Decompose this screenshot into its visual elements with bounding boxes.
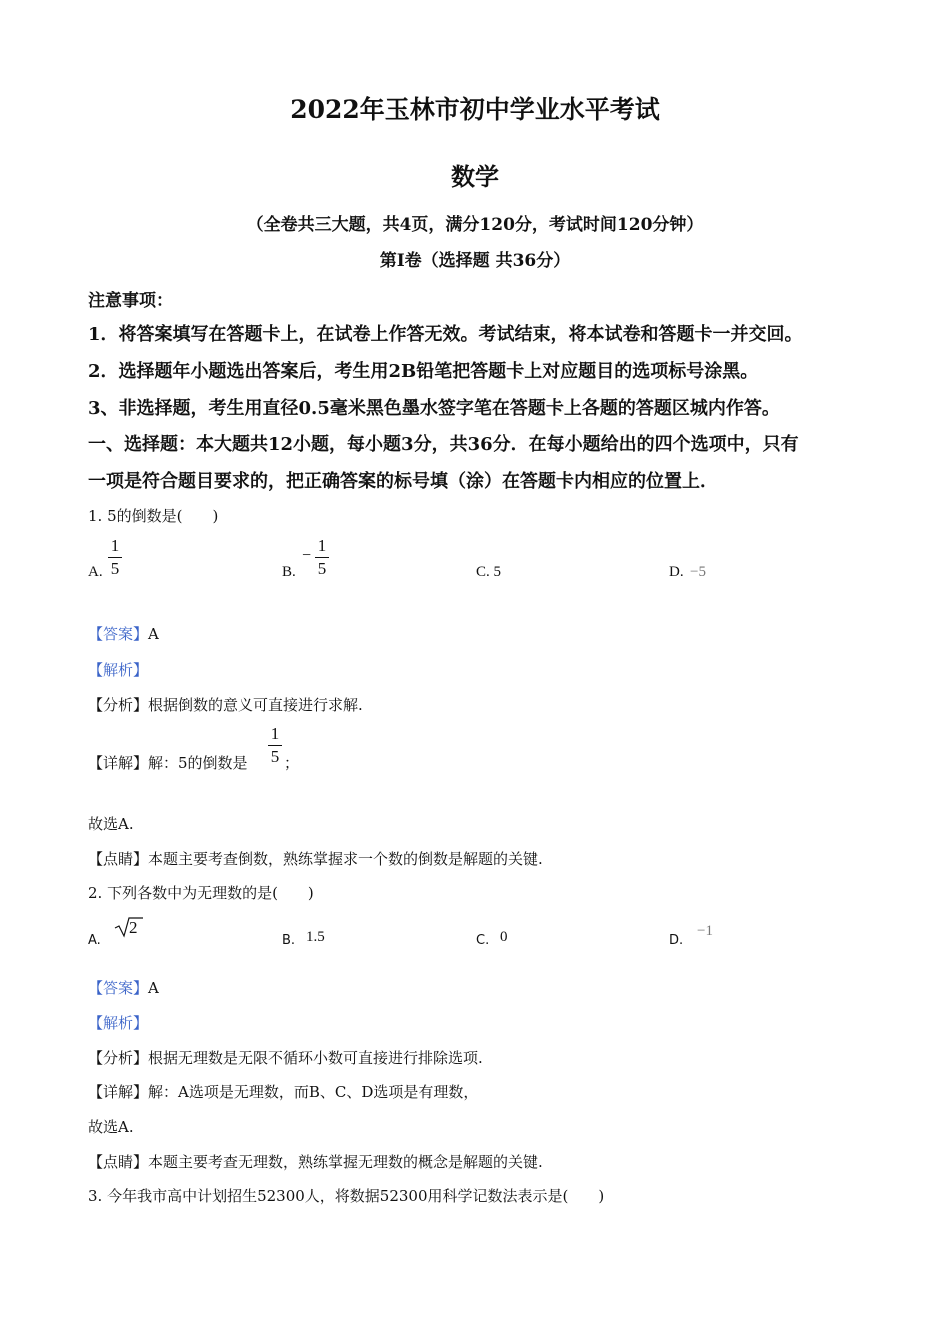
notice-item-3: 3、非选择题，考生用直径0.5毫米黑色墨水签字笔在答题卡上各题的答题区城内作答。: [88, 398, 780, 419]
q2-analysis-tag: 【解析】: [88, 1014, 149, 1032]
fraction-denominator: 5: [317, 559, 327, 578]
comment-text: 本题主要考查倒数，熟练掌握求一个数的倒数是解题的关键.: [148, 850, 543, 868]
q1-comment: [88, 848, 543, 869]
fraction-bar: [268, 745, 282, 746]
q2-option-a-label: A.: [88, 933, 101, 948]
fenxi-tag: 【分析】: [88, 1049, 149, 1067]
q2-answer: [88, 977, 159, 998]
subject-title: 数学: [451, 162, 499, 191]
q1-fenxi: [88, 694, 363, 715]
notice-item-1: 1．将答案填写在答题卡上，在试卷上作答无效。考试结束，将本试卷和答题卡一并交回。: [88, 324, 803, 345]
fenxi-tag: 【分析】: [88, 696, 149, 714]
detail-tag: 【详解】: [88, 754, 149, 772]
part1-instruction-line1: 一、选择题：本大题共12小题，每小题3分，共36分．在每小题给出的四个选项中，只有: [88, 434, 799, 455]
fraction-numerator: 1: [110, 536, 120, 555]
q1-answer: [88, 623, 159, 644]
fraction-denominator: 5: [270, 747, 280, 766]
q1-option-b-fraction: [315, 536, 329, 579]
detail-text: 解：A选项是无理数，而B、C、D选项是有理数，: [148, 1083, 479, 1101]
fraction-numerator: 1: [270, 724, 280, 743]
fraction-numerator: 1: [317, 536, 327, 555]
q1-detail: [88, 752, 248, 773]
q1-conclusion: 故选A.: [88, 815, 134, 833]
q2-option-d-label: D.: [669, 933, 684, 948]
q2-detail: [88, 1081, 478, 1102]
comment-tag: 【点睛】: [88, 850, 149, 868]
q2-comment: [88, 1151, 543, 1172]
section-title: 第Ⅰ卷（选择题 共36分）: [379, 251, 571, 271]
comment-text: 本题主要考查无理数，熟练掌握无理数的概念是解题的关键.: [148, 1153, 543, 1171]
q1-option-b-sign: −: [302, 547, 312, 564]
q3-stem: 3. 今年我市高中计划招生52300人，将数据52300用科学记数法表示是( ): [88, 1187, 605, 1205]
q1-option-c: C. 5: [476, 564, 502, 580]
comment-tag: 【点睛】: [88, 1153, 149, 1171]
detail-text: 解：5的倒数是: [148, 754, 248, 772]
fraction-bar: [108, 557, 122, 558]
notice-heading: 注意事项：: [88, 291, 173, 311]
fenxi-text: 根据倒数的意义可直接进行求解.: [148, 696, 363, 714]
q2-option-d-value: −1: [697, 923, 713, 939]
q2-stem: 2. 下列各数中为无理数的是( ): [88, 884, 314, 902]
q1-option-a-fraction: [108, 536, 122, 579]
answer-value: A: [148, 979, 159, 997]
part1-instruction-line2: 一项是符合题目要求的，把正确答案的标号填（涂）在答题卡内相应的位置上．: [88, 471, 718, 492]
q1-option-d-label: D.: [669, 564, 684, 580]
fraction-denominator: 5: [110, 559, 120, 578]
fraction-bar: [315, 557, 329, 558]
sqrt-radicand: 2: [129, 918, 138, 937]
answer-tag: 【答案】: [88, 625, 149, 643]
q2-fenxi: [88, 1047, 483, 1068]
q1-option-b-label: B.: [282, 564, 296, 580]
notice-item-2: 2．选择题年小题选出答案后，考生用2B铅笔把答题卡上对应题目的选项标号涂黑。: [88, 361, 759, 382]
q2-option-c-label: C.: [476, 933, 490, 948]
q2-option-c-value: 0: [500, 929, 508, 945]
q2-conclusion: 故选A.: [88, 1118, 134, 1136]
q2-option-b-value: 1.5: [306, 929, 325, 945]
q1-option-d-value: −5: [690, 564, 706, 580]
q2-option-b-label: B.: [282, 933, 296, 948]
exam-title: 2022年玉林市初中学业水平考试: [290, 95, 660, 124]
q1-detail-end: ；: [284, 754, 300, 772]
exam-info: （全卷共三大题，共4页，满分120分，考试时间120分钟）: [246, 215, 704, 235]
answer-value: A: [148, 625, 159, 643]
detail-tag: 【详解】: [88, 1083, 149, 1101]
q1-option-a-label: A.: [88, 564, 103, 580]
q1-analysis-tag: 【解析】: [88, 661, 149, 679]
q1-detail-fraction: [268, 724, 282, 767]
fenxi-text: 根据无理数是无限不循环小数可直接进行排除选项.: [148, 1049, 483, 1067]
q1-stem: 1. 5的倒数是( ): [88, 507, 219, 525]
answer-tag: 【答案】: [88, 979, 149, 997]
